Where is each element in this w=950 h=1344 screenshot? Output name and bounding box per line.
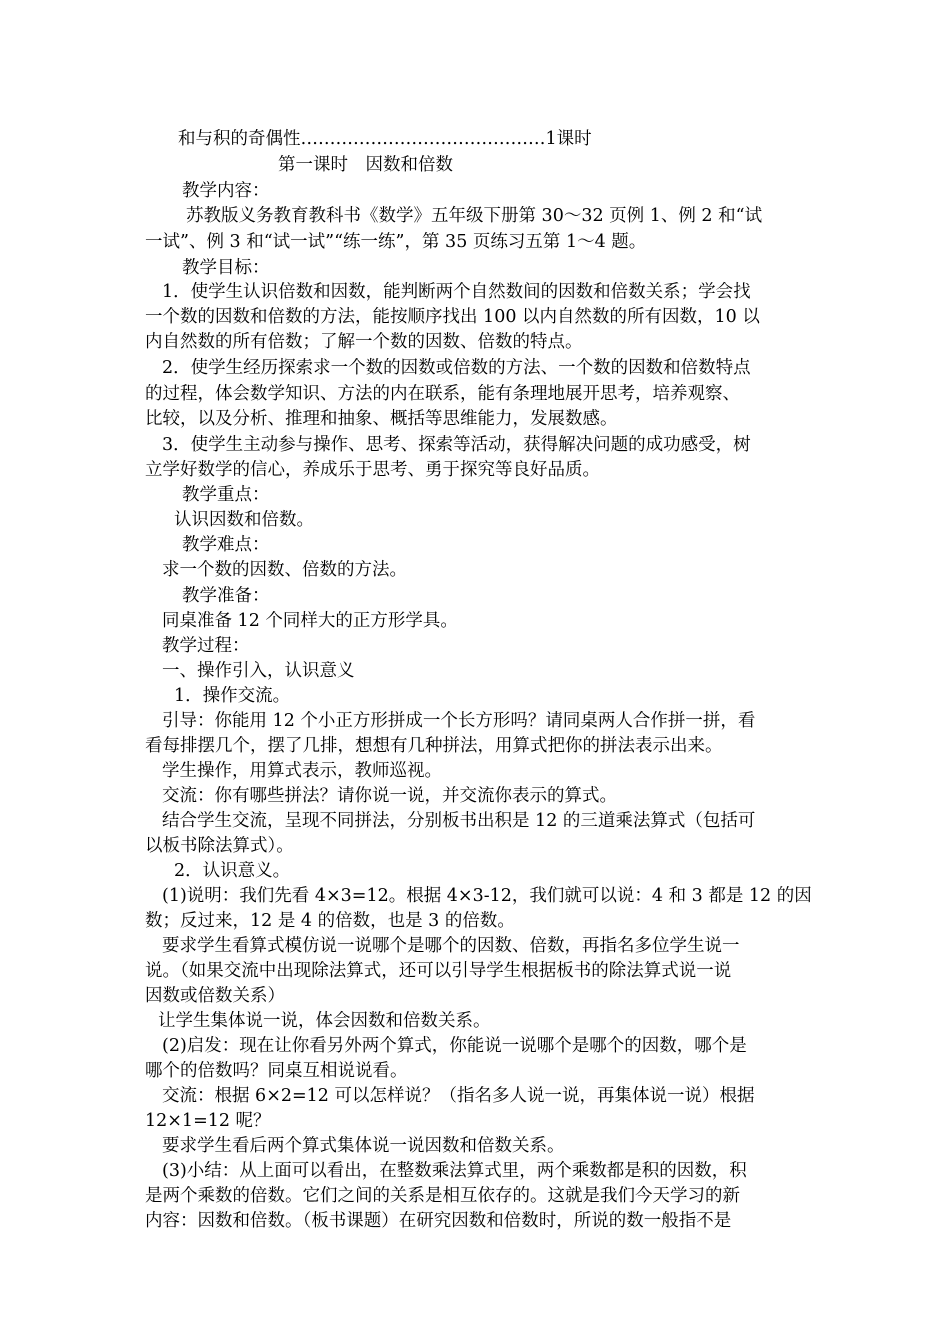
paragraph-line: 内容：因数和倍数。（板书课题）在研究因数和倍数时，所说的数一般指不是	[145, 1211, 732, 1231]
paragraph-line: 12×1=12 呢？	[145, 1111, 271, 1131]
heading-process: 教学过程：	[162, 636, 250, 656]
paragraph-line: (2)启发：现在让你看另外两个算式，你能说一说哪个是哪个的因数，哪个是	[162, 1036, 747, 1056]
paragraph-line: 看每排摆几个，摆了几排，想想有几种拼法，用算式把你的拼法表示出来。	[145, 736, 723, 756]
paragraph-line: (1)说明：我们先看 4×3=12。根据 4×3-12，我们就可以说：4 和 3 都是 12 的因	[162, 886, 812, 906]
paragraph-line: 让学生集体说一说，体会因数和倍数关系。	[158, 1011, 491, 1031]
objective-line: 比较，以及分析、推理和抽象、概括等思维能力，发展数感。	[145, 409, 618, 429]
paragraph-line: 引导：你能用 12 个小正方形拼成一个长方形吗？请同桌两人合作拼一拼，看	[162, 711, 756, 731]
toc-line: 和与积的奇偶性……………………………………1课时	[178, 129, 592, 149]
section-heading: 一、操作引入，认识意义	[162, 661, 355, 681]
objective-line: 的过程，体会数学知识、方法的内在联系，能有条理地展开思考，培养观察、	[145, 384, 740, 404]
heading-content: 教学内容：	[182, 181, 270, 201]
heading-difficulties: 教学难点：	[182, 535, 270, 555]
paragraph-line: (3)小结：从上面可以看出，在整数乘法算式里，两个乘数都是积的因数，积	[162, 1161, 747, 1181]
heading-objectives: 教学目标：	[182, 258, 270, 278]
paragraph-line: 求一个数的因数、倍数的方法。	[162, 560, 407, 580]
paragraph-line: 同桌准备 12 个同样大的正方形学具。	[162, 611, 458, 631]
objective-line: 1．使学生认识倍数和因数，能判断两个自然数间的因数和倍数关系；学会找	[162, 282, 751, 302]
objective-line: 2．使学生经历探索求一个数的因数或倍数的方法、一个数的因数和倍数特点	[162, 358, 751, 378]
paragraph-line: 交流：根据 6×2=12 可以怎样说？（指名多人说一说，再集体说一说）根据	[162, 1086, 755, 1106]
heading-key-points: 教学重点：	[182, 485, 270, 505]
paragraph-line: 哪个的倍数吗？同桌互相说说看。	[145, 1061, 408, 1081]
objective-line: 3．使学生主动参与操作、思考、探索等活动，获得解决问题的成功感受，树	[162, 435, 751, 455]
paragraph-line: 因数或倍数关系）	[145, 986, 285, 1006]
objective-line: 立学好数学的信心，养成乐于思考、勇于探究等良好品质。	[145, 460, 600, 480]
paragraph-line: 说。（如果交流中出现除法算式，还可以引导学生根据板书的除法算式说一说	[145, 961, 732, 981]
paragraph-line: 一试”、例 3 和“试一试”“练一练”，第 35 页练习五第 1～4 题。	[145, 232, 647, 252]
objective-line: 内自然数的所有倍数；了解一个数的因数、倍数的特点。	[145, 332, 583, 352]
paragraph-line: 结合学生交流，呈现不同拼法，分别板书出积是 12 的三道乘法算式（包括可	[162, 811, 756, 831]
heading-preparation: 教学准备：	[182, 586, 270, 606]
paragraph-line: 认识因数和倍数。	[174, 510, 314, 530]
paragraph-line: 以板书除法算式）。	[145, 836, 294, 856]
paragraph-line: 数；反过来，12 是 4 的倍数，也是 3 的倍数。	[145, 911, 515, 931]
subsection-heading: 2．认识意义。	[174, 861, 291, 881]
subsection-heading: 1．操作交流。	[174, 686, 291, 706]
paragraph-line: 要求学生看算式模仿说一说哪个是哪个的因数、倍数，再指名多位学生说一	[162, 936, 740, 956]
paragraph-line: 要求学生看后两个算式集体说一说因数和倍数关系。	[162, 1136, 565, 1156]
lesson-title: 第一课时 因数和倍数	[278, 155, 453, 175]
paragraph-line: 交流：你有哪些拼法？请你说一说，并交流你表示的算式。	[162, 786, 617, 806]
objective-line: 一个数的因数和倍数的方法，能按顺序找出 100 以内自然数的所有因数，10 以	[145, 307, 760, 327]
paragraph-line: 苏教版义务教育教科书《数学》五年级下册第 30～32 页例 1、例 2 和“试	[186, 206, 763, 226]
paragraph-line: 学生操作，用算式表示，教师巡视。	[162, 761, 442, 781]
paragraph-line: 是两个乘数的倍数。它们之间的关系是相互依存的。这就是我们今天学习的新	[145, 1186, 740, 1206]
